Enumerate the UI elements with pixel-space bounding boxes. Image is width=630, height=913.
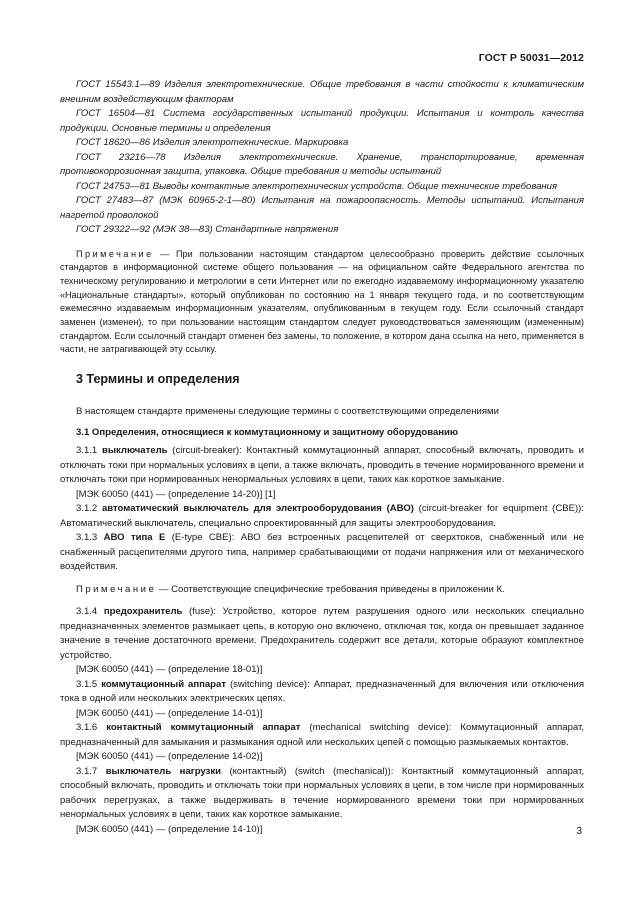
page-number: 3 [576,826,582,837]
page-body [60,78,584,837]
term-source-ref: [МЭК 60050 (441) — (определение 14-01)] [76,707,263,719]
term-source-ref: [МЭК 60050 (441) — (определение 14-02)] [76,751,263,763]
term-source-ref: [МЭК 60050 (441) — (определение 14-10)] [76,823,263,835]
reference-gost-29322: ГОСТ 29322—92 (МЭК 38—83) Стандартные напряжения [76,224,339,235]
note-text: — Соответствующие специфические требования приведены в приложении К. [156,583,505,595]
reference-gost-23216: ГОСТ 23216—78 Изделия электротехнические. Хранение, транспортирование, временная противокоррозионная защита, упаковка. Общие требования и методы испытаний [60,151,584,177]
term-name: автоматический выключатель для электрооборудования (АВО) [101,503,414,515]
term-name: выключатель [101,445,168,457]
term-definition: (switching device): Аппарат, предназначенный для включения или отключения тока в одной или нескольких электрических цепях. [60,678,585,705]
reference-gost-24753: ГОСТ 24753—81 Выводы контактные электротехнических устройств. Общие технические требования [76,180,558,192]
term-source-ref: [МЭК 60050 (441) — (определение 14-20)] [1] [76,488,276,500]
term-definition: (fuse): Устройство, которое путем разрушения одного или нескольких специально предназначенных элементов размыкает цепь, в которую оно включено, отключая ток, когда он превышает заданное значение в течение достаточного времени. Предохранитель содержит все детали, которые образуют комплектное устройство. [60,606,584,661]
term-definition: (mechanical switching device): Коммутационный аппарат, предназначенный для замыкания и размыкания одной или нескольких цепей с помощью размыкаемых контактов. [60,722,584,748]
term-3-1-6 [60,721,584,750]
term-definition: (circuit-breaker): Контактный коммутационный аппарат, способный включать, проводить и отключать токи при нормальных условиях в цепи, а также включать, проводить в течение нормированного времени и отключать токи при нормированных ненормальных условиях в цепи, таких как короткое замыкание. [60,445,584,486]
reference-gost-16504: ГОСТ 16504—81 Система государственных испытаний продукции. Испытания и контроль качества продукции. Основные термины и определения [60,108,584,134]
term-number: 3.1.3 [76,532,104,544]
term-definition: (E-type CBE): АВО без встроенных расцепителей от сверхтоков, снабженный или не снабженный расцепителями другого типа, например срабатывающими от подачи напряжения или от механического воздействия. [60,532,584,573]
term-3-1-1 [60,444,584,488]
term-name: выключатель нагрузки [105,765,222,777]
document-header: ГОСТ Р 50031—2012 [478,52,584,64]
note-references [60,248,584,358]
term-definition: (circuit-breaker for equipment (CBE)): Автоматический выключатель, специально спроектированный для защиты электрооборудования. [60,503,584,529]
reference-gost-27483: ГОСТ 27483—87 (МЭК 60965-2-1—80) Испытания на пожароопасность. Методы испытаний. Испытания нагретой проволокой [60,195,584,221]
reference-gost-15543: ГОСТ 15543.1—89 Изделия электротехнические. Общие требования в части стойкости к климатическим внешним воздействующим факторам [60,79,584,105]
subsection-title: 3.1 Определения, относящиеся к коммутационному и защитному оборудованию [76,426,459,438]
term-number: 3.1.2 [76,503,102,515]
term-number: 3.1.5 [76,678,102,690]
term-name: коммутационный аппарат [101,678,226,690]
section-title: 3 Термины и определения [76,372,240,387]
term-number: 3.1.4 [76,606,104,618]
term-number: 3.1.6 [76,722,107,734]
note-label: Примечание [76,583,157,595]
section-intro: В настоящем стандарте применены следующие термины с соответствующими определениями [76,406,499,418]
term-name: предохранитель [103,606,183,618]
term-number: 3.1.1 [76,445,102,457]
reference-gost-18620: ГОСТ 18620—86 Изделия электротехнические. Маркировка [76,137,349,148]
term-name: контактный коммутационный аппарат [106,722,301,734]
term-3-1-7 [60,765,584,823]
term-3-1-5 [60,678,584,707]
note-annex-k [60,583,584,598]
term-3-1-3 [60,531,584,575]
term-name: АВО типа Е [103,532,166,544]
term-number: 3.1.7 [76,765,106,777]
term-source-ref: [МЭК 60050 (441) — (определение 18-01)] [76,664,263,676]
note-text: — При пользовании настоящим стандартом целесообразно проверить действие ссылочных стандартов в информационной системе общего пользования — на официальном сайте Федерального агентства по техническому регулированию и метрологии в сети Интернет или по ежегодно издаваемому информационному указателю «Национальные стандарты», который опубликован по состоянию на 1 января текущего года, и по соответствующим ежемесячно издаваемым информационным указателям, опубликованным в текущем году. Если ссылочный стандарт заменен (изменен), то при пользовании настоящим стандартом следует руководствоваться заменяющим (измененным) стандартом. Если ссылочный стандарт отменен без замены, то положение, в котором дана ссылка на него, применяется в части, не затрагивающей эту ссылку. [60,248,584,355]
term-definition: (контактный) (switch (mechanical)): Контактный коммутационный аппарат, способный включать, проводить и отключать токи при нормальных условиях в цепи, в том числе при нормированных рабочих перегрузках, а также выдерживать в течение нормированного времени токи при нормированных ненормальных условиях в цепи, таких как короткое замыкание. [60,765,584,821]
term-3-1-4 [60,605,584,663]
note-label: Примечание [76,248,154,259]
term-3-1-2 [60,502,584,531]
